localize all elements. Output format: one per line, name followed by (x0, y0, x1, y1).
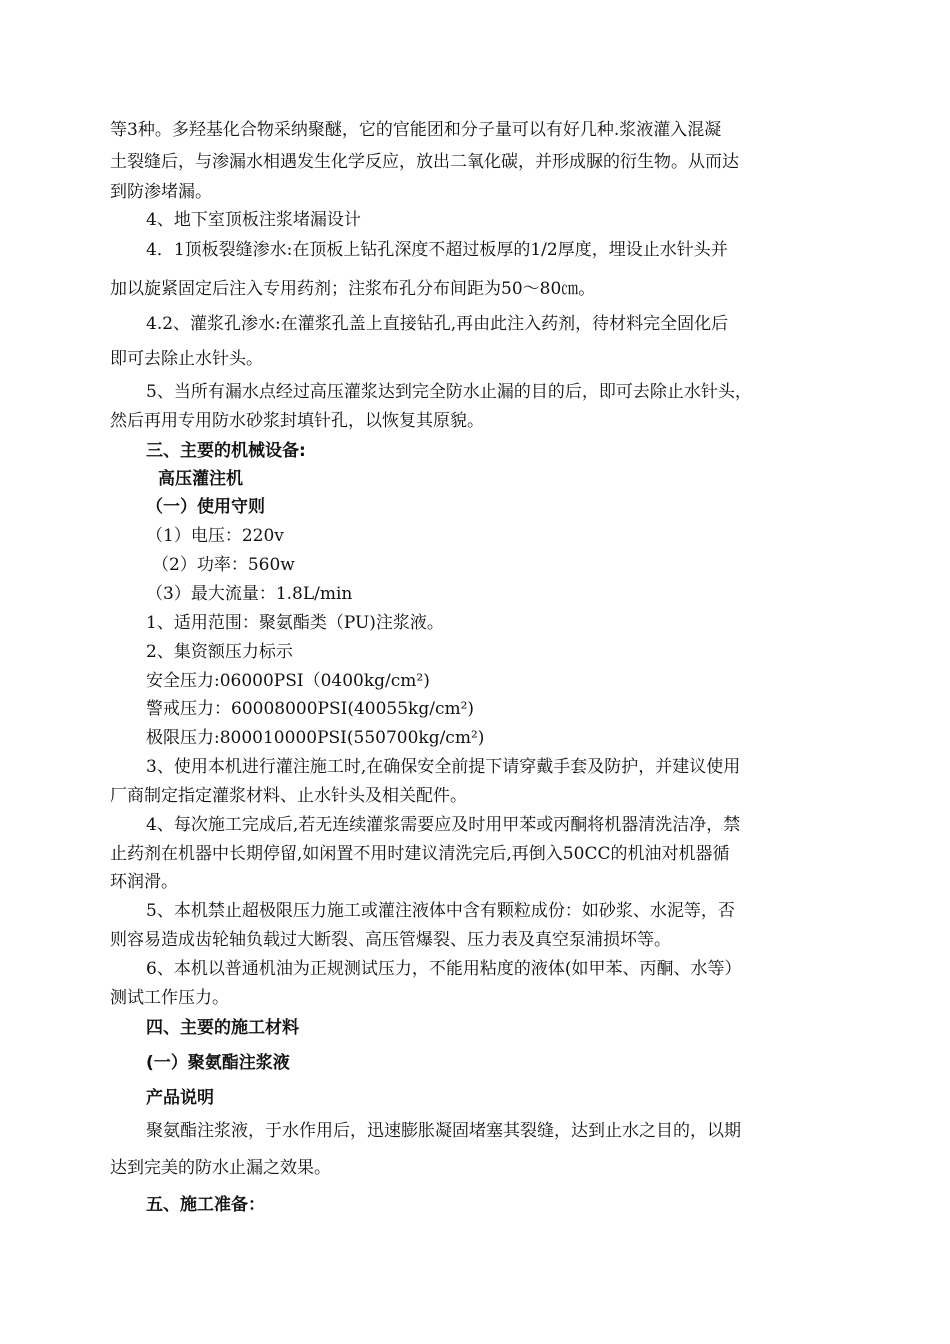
subsection-heading: 高压灌注机 (158, 469, 243, 489)
paragraph-line: 聚氨酯注浆液，于水作用后，迅速膨胀凝固堵塞其裂缝，达到止水之目的，以期 (146, 1121, 741, 1141)
subsection-heading: 产品说明 (146, 1088, 214, 1108)
paragraph-line: 土裂缝后，与渗漏水相遇发生化学反应，放出二氧化碳，并形成脲的衍生物。从而达 (110, 152, 739, 172)
paragraph-line: 加以旋紧固定后注入专用药剂；注浆布孔分布间距为50～80㎝。 (110, 279, 596, 299)
section-heading: 四、主要的施工材料 (146, 1018, 299, 1038)
paragraph-line: 4．1顶板裂缝渗水:在顶板上钻孔深度不超过板厚的1/2厚度，埋设止水针头并 (146, 240, 728, 260)
paragraph-line: 环润滑。 (110, 872, 178, 892)
paragraph-line: 4.2、灌浆孔渗水:在灌浆孔盖上直接钻孔,再由此注入药剂，待材料完全固化后 (146, 314, 729, 334)
paragraph-line: 然后再用专用防水砂浆封填针孔，以恢复其原貌。 (110, 411, 484, 431)
spec-line: 安全压力:06000PSI（0400kg/cm²) (146, 671, 430, 691)
paragraph-line: 则容易造成齿轮轴负载过大断裂、高压管爆裂、压力表及真空泵浦损坏等。 (110, 930, 671, 950)
paragraph-line: 5、本机禁止超极限压力施工或灌注液体中含有颗粒成份：如砂浆、水泥等，否 (146, 901, 735, 921)
paragraph-line: 5、当所有漏水点经过高压灌浆达到完全防水止漏的目的后，即可去除止水针头， (146, 382, 752, 402)
spec-line: （2）功率：560w (152, 555, 295, 575)
subsection-heading: (一）聚氨酯注浆液 (146, 1053, 290, 1073)
paragraph-line: 厂商制定指定灌浆材料、止水针头及相关配件。 (110, 786, 467, 806)
paragraph-line: 即可去除止水针头。 (110, 349, 263, 369)
paragraph-line: 测试工作压力。 (110, 988, 229, 1008)
paragraph-line: 止药剂在机器中长期停留,如闲置不用时建议清洗完后,再倒入50CC的机油对机器循 (110, 844, 730, 864)
paragraph-line: 1、适用范围：聚氨酯类（PU)注浆液。 (146, 613, 444, 633)
spec-line: （3）最大流量：1.8L/min (146, 584, 353, 604)
paragraph-line: 等3种。多羟基化合物采纳聚醚，它的官能团和分子量可以有好几种.浆液灌入混凝 (110, 120, 722, 140)
paragraph-line: 6、本机以普通机油为正规测试压力，不能用粘度的液体(如甲苯、丙酮、水等） (146, 959, 742, 979)
paragraph-line: 达到完美的防水止漏之效果。 (110, 1158, 331, 1178)
paragraph-line: 4、每次施工完成后,若无连续灌浆需要应及时用甲苯或丙酮将机器清洗洁净，禁 (146, 815, 741, 835)
section-heading: 三、主要的机械设备: (146, 441, 306, 461)
spec-line: 警戒压力：60008000PSI(40055kg/cm²) (146, 699, 475, 719)
paragraph-line: 3、使用本机进行灌注施工时,在确保安全前提下请穿戴手套及防护，并建议使用 (146, 757, 741, 777)
paragraph-line: 2、集资额压力标示 (146, 642, 293, 662)
spec-line: 极限压力:800010000PSI(550700kg/cm²) (146, 728, 485, 748)
section-heading: 4、地下室顶板注浆堵漏设计 (146, 210, 361, 230)
paragraph-line: 到防渗堵漏。 (110, 182, 212, 202)
section-heading: 五、施工准备： (146, 1195, 265, 1215)
spec-line: （1）电压：220v (146, 526, 284, 546)
subsection-heading: （一）使用守则 (146, 497, 265, 517)
